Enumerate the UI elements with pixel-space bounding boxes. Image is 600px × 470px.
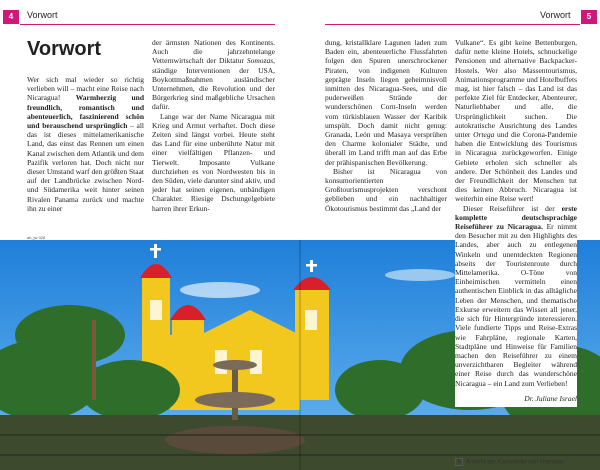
paragraph-text: der ärmsten Nationen des Kontinents. Auch die jahrzehntelange Vetternwirtschaft der Diktatur [152, 38, 275, 66]
running-header-left: Vorwort [27, 10, 58, 20]
paragraph-text: Dieser Reiseführer ist der [463, 203, 562, 213]
photo-credit: ab_jw 028 [27, 235, 46, 240]
text-column-2 [152, 38, 275, 213]
paragraph-text: dung, kristallklare Lagunen laden zum Baden ein, abenteuerliche Flussfahrten folgen den Spuren unerschrockener Piraten, von indigenen Kulturen geprägte Inseln liegen geheimnisvoll inmitten des Nicaragua-Sees, und die puderweißen Strände der wunderschönen Corn-Inseln werden vom türkisblauen Wasser der Karibik umspült. Doch damit nicht genug: Granada, León und Masaya versprühen den Charme kolonialer Städte, und überall im Land trifft man auf das Erbe der prähispanischen Bevölkerung. [325, 38, 447, 167]
paragraph-text: und die Corona-Pandemie haben die Entwicklung des Tourismus in Nicaragua zurückgeworfen. Einige Gebiete erholen sich schneller als andere. Der Schönheit des Landes und der Freundlichkeit der Menschen tut dies keinen Abbruch. Nicaragua ist weiterhin eine Reise wert! [455, 130, 577, 204]
page-title: Vorwort [27, 38, 102, 60]
caption-marker: S [455, 458, 463, 466]
bold-highlight: Warmherzig und freundlich, romantisch und abenteuerlich, faszinierend schön und berauschend ursprünglich [27, 93, 145, 131]
bold-highlight: erste komplette deutschsprachige Reiseführer zu Nicaragua. [455, 203, 577, 232]
caption-text: Ansicht der Kathedrale von Granada [466, 459, 564, 466]
text-column-4 [455, 38, 577, 407]
paragraph-text: Vulkane“. Es gibt keine Bettenburgen, dafür nette kleine Hotels, schnuckelige Pensionen und alternative Backpacker-Hostels. Wer also Massentourismus, Animationsprogramme und Hotelbuffets mag, ist hier falsch – das Land ist das perfekte Ziel für Entdecker, Abenteurer, Naturliebhaber und alle, die Ursprünglichkeit suchen. Die autokratische Ausrichtung des Landes unter [455, 38, 577, 140]
paragraph-text: Lange war der Name Nicaragua mit Krieg und Armut verhaftet. Doch diese Zeiten sind längst vorbei. Heute steht das Land für eine unberührte Natur mit einer vielfältigen Pflanzen- und Tierwelt. Imposante Vulkane durchziehen es von Nordwesten bis in den Süden, viele darunter sind aktiv, und jeder hat seinen eigenen, unbändigen Charakter. Riesige Dschungelgebiete harren ihrer Erkun- [152, 111, 275, 213]
header-rule-left [20, 24, 275, 25]
paragraph-text: , ständige Interventionen der USA, Boykottmaßnahmen ausländischer Unternehmen, die Revolution und der Bürgerkrieg sind maßgebliche Ursachen dafür. [152, 56, 275, 112]
italic-name: Ortega [473, 130, 495, 140]
paragraph-text: Bisher ist Nicaragua von konsumorientierten Großtourismusprojekten verschont geblieben und ein nachhaltiger Ökotourismus bestimmt das „Land der [325, 166, 447, 213]
running-header-right: Vorwort [540, 10, 571, 20]
text-column-1 [27, 75, 144, 213]
page-number-right: 5 [581, 10, 597, 24]
italic-name: Somozas [246, 56, 274, 66]
intro-text: Wer sich mal wieder so richtig verlieben will – macht eine Reise nach Nicaragua! [27, 75, 144, 103]
paragraph-text: Er nimmt den Besucher mit zu den Highlights des Landes, aber auch zu entlegenen Winkeln und unentdeckten Regionen abseits der Touristenroute durch Mittelamerika. O-Töne von Einheimischen vermitteln einen authentischen Einblick in das alltägliche Leben der Menschen, und thematische Exkurse erweitern das Wissen all jener, die sich für Hintergründe interessieren. Viele fundierte Tipps und Reise-Extras wie Fahrpläne, regionale Karten, Stadtpläne und Hinweise für Familien machen den Reiseführer zu einem unverzichtbaren Begleiter während einer Reise durch das wunderschöne Nicaragua – ein Land zum Verlieben! [455, 222, 577, 388]
author-signature: Dr. Juliane Israel [524, 393, 577, 403]
header-rule-right [325, 24, 580, 25]
text-column-3 [325, 38, 447, 213]
paragraph-text: – all das ist dieses mittelamerikanische Land, das einst das Rennen um einen Kanal zwischen dem Atlantik und dem Pazifik verloren hat. Doch nicht nur dieser Umstand warf den größten Staat auf der Landbrücke zwischen Nord- und Südamerika weit hinter seinen Rivalen Panama zurück und machte ihn zu einer [27, 121, 144, 213]
photo-caption [455, 458, 563, 466]
page-number-left: 4 [3, 10, 19, 24]
